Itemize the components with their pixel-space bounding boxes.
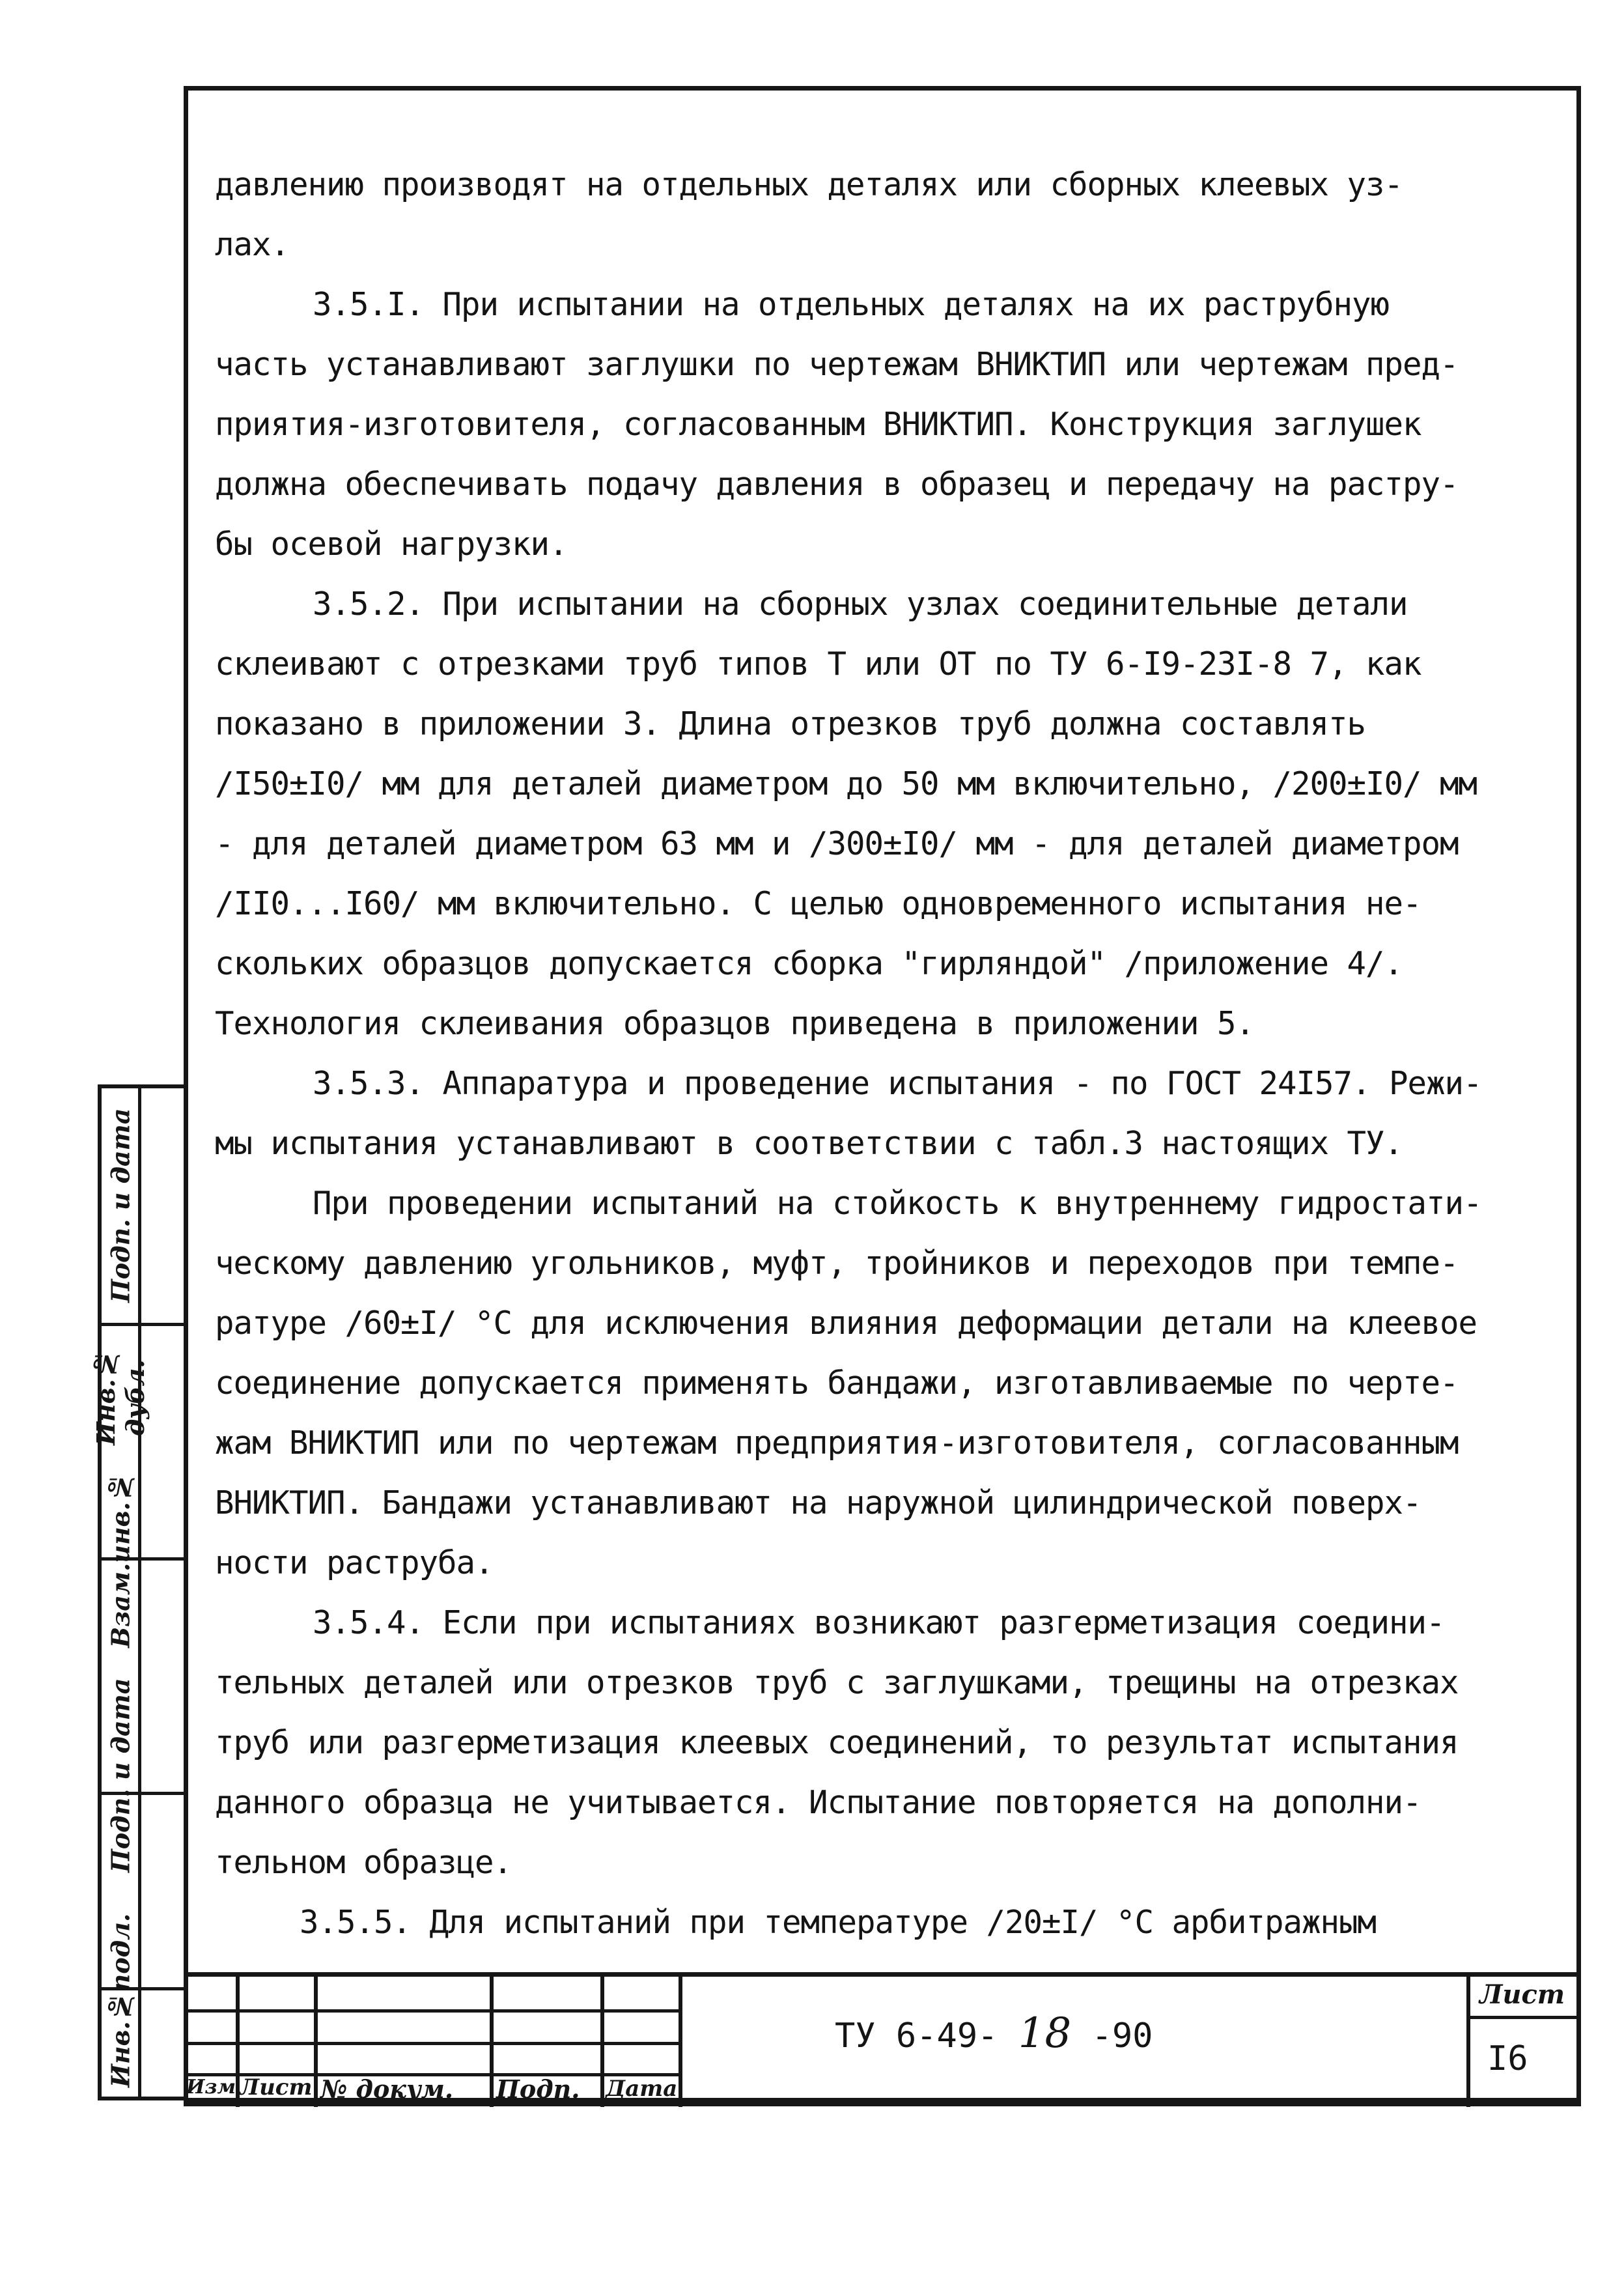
text-line: - для деталей диаметром 63 мм и /300±I0/ мм - для деталей диаметром bbox=[215, 825, 1459, 862]
text-line: мы испытания устанавливают в соответствии с табл.3 настоящих ТУ. bbox=[215, 1125, 1403, 1162]
title-block-divider bbox=[1466, 1977, 1470, 2107]
title-block bbox=[184, 1972, 1581, 2102]
col-data: Дата bbox=[606, 2076, 678, 2102]
text-line: 3.5.3. Аппаратура и проведение испытания - по ГОСТ 24I57. Режи- bbox=[313, 1065, 1482, 1102]
document-code bbox=[835, 2009, 1153, 2057]
side-label-dup-inv: Инв.№ дубл. bbox=[91, 1350, 150, 1446]
text-line: тельных деталей или отрезков труб с заглушками, трещины на отрезках bbox=[215, 1664, 1459, 1701]
text-line: жам ВНИКТИП или по чертежам предприятия-изготовителя, согласованным bbox=[215, 1424, 1459, 1462]
text-line: часть устанавливают заглушки по чертежам ВНИКТИП или чертежам пред- bbox=[215, 346, 1459, 383]
sheet-number: I6 bbox=[1487, 2039, 1528, 2078]
side-label-replace-inv: Взам.инв.№ bbox=[105, 1473, 135, 1648]
text-line: ВНИКТИП. Бандажи устанавливают на наружной цилиндрической поверх- bbox=[215, 1484, 1421, 1521]
text-line: лах. bbox=[215, 226, 290, 263]
text-line: должна обеспечивать подачу давления в образец и передачу на растру- bbox=[215, 466, 1459, 503]
side-label-sign-date: Подп. и дата bbox=[105, 1108, 135, 1303]
text-line: /II0...I60/ мм включительно. С целью одновременного испытания не- bbox=[215, 885, 1421, 922]
text-line: данного образца не учитывается. Испытание повторяется на дополни- bbox=[215, 1784, 1421, 1821]
text-line: При проведении испытаний на стойкость к внутреннему гидростати- bbox=[313, 1185, 1482, 1222]
code-prefix: ТУ 6-49- bbox=[835, 2016, 1018, 2056]
text-line: 3.5.4. Если при испытаниях возникают разгерметизация соедини- bbox=[313, 1604, 1445, 1641]
text-line: 3.5.I. При испытании на отдельных деталях на их раструбную bbox=[313, 286, 1390, 323]
text-line: труб или разгерметизация клеевых соединений, то результат испытания bbox=[215, 1724, 1459, 1761]
col-doc: № докум. bbox=[320, 2074, 454, 2104]
text-line: ности раструба. bbox=[215, 1544, 494, 1581]
side-stamp bbox=[91, 1084, 184, 2100]
text-line: бы осевой нагрузки. bbox=[215, 526, 568, 563]
text-line: /I50±I0/ мм для деталей диаметром до 50 мм включительно, /200±I0/ мм bbox=[215, 765, 1477, 802]
text-line: Технология склеивания образцов приведена в приложении 5. bbox=[215, 1005, 1255, 1042]
text-line: соединение допускается применять бандажи, изготавливаемые по черте- bbox=[215, 1364, 1459, 1402]
text-line: склеивают с отрезками труб типов Т или ОТ по ТУ 6-I9-23I-8 7, как bbox=[215, 645, 1421, 683]
sheet-label: Лист bbox=[1479, 1979, 1565, 2010]
document-body bbox=[215, 155, 1556, 1953]
text-line: тельном образце. bbox=[215, 1844, 512, 1881]
text-line: 3.5.2. При испытании на сборных узлах соединительные детали bbox=[313, 586, 1408, 623]
text-line: скольких образцов допускается сборка "гирляндой" /приложение 4/. bbox=[215, 945, 1403, 982]
title-block-rule bbox=[184, 2042, 679, 2045]
title-block-divider bbox=[679, 1977, 682, 2107]
side-label-sign-date-2: Подп. и дата bbox=[105, 1678, 135, 1873]
text-line: ратуре /60±I/ °С для исключения влияния деформации детали на клеевое bbox=[215, 1305, 1477, 1342]
col-list: Лист bbox=[240, 2074, 313, 2100]
text-line: 3.5.5. Для испытаний при температуре /20±I/ °С арбитражным bbox=[300, 1904, 1377, 1941]
text-line: давлению производят на отдельных деталях или сборных клеевых уз- bbox=[215, 166, 1403, 203]
col-izm: Изм bbox=[186, 2076, 236, 2099]
code-suffix: -90 bbox=[1071, 2016, 1153, 2056]
text-line: показано в приложении 3. Длина отрезков труб должна составлять bbox=[215, 705, 1366, 742]
side-label-orig-inv: Инв.№подл. bbox=[105, 1913, 135, 2087]
text-line: ческому давлению угольников, муфт, тройников и переходов при темпе- bbox=[215, 1245, 1459, 1282]
col-podp: Подп. bbox=[496, 2074, 580, 2104]
title-block-rule bbox=[1466, 2016, 1581, 2019]
title-block-rule bbox=[184, 2009, 679, 2013]
code-number: 18 bbox=[1018, 2009, 1072, 2057]
text-line: приятия-изготовителя, согласованным ВНИКТИП. Конструкция заглушек bbox=[215, 406, 1421, 443]
